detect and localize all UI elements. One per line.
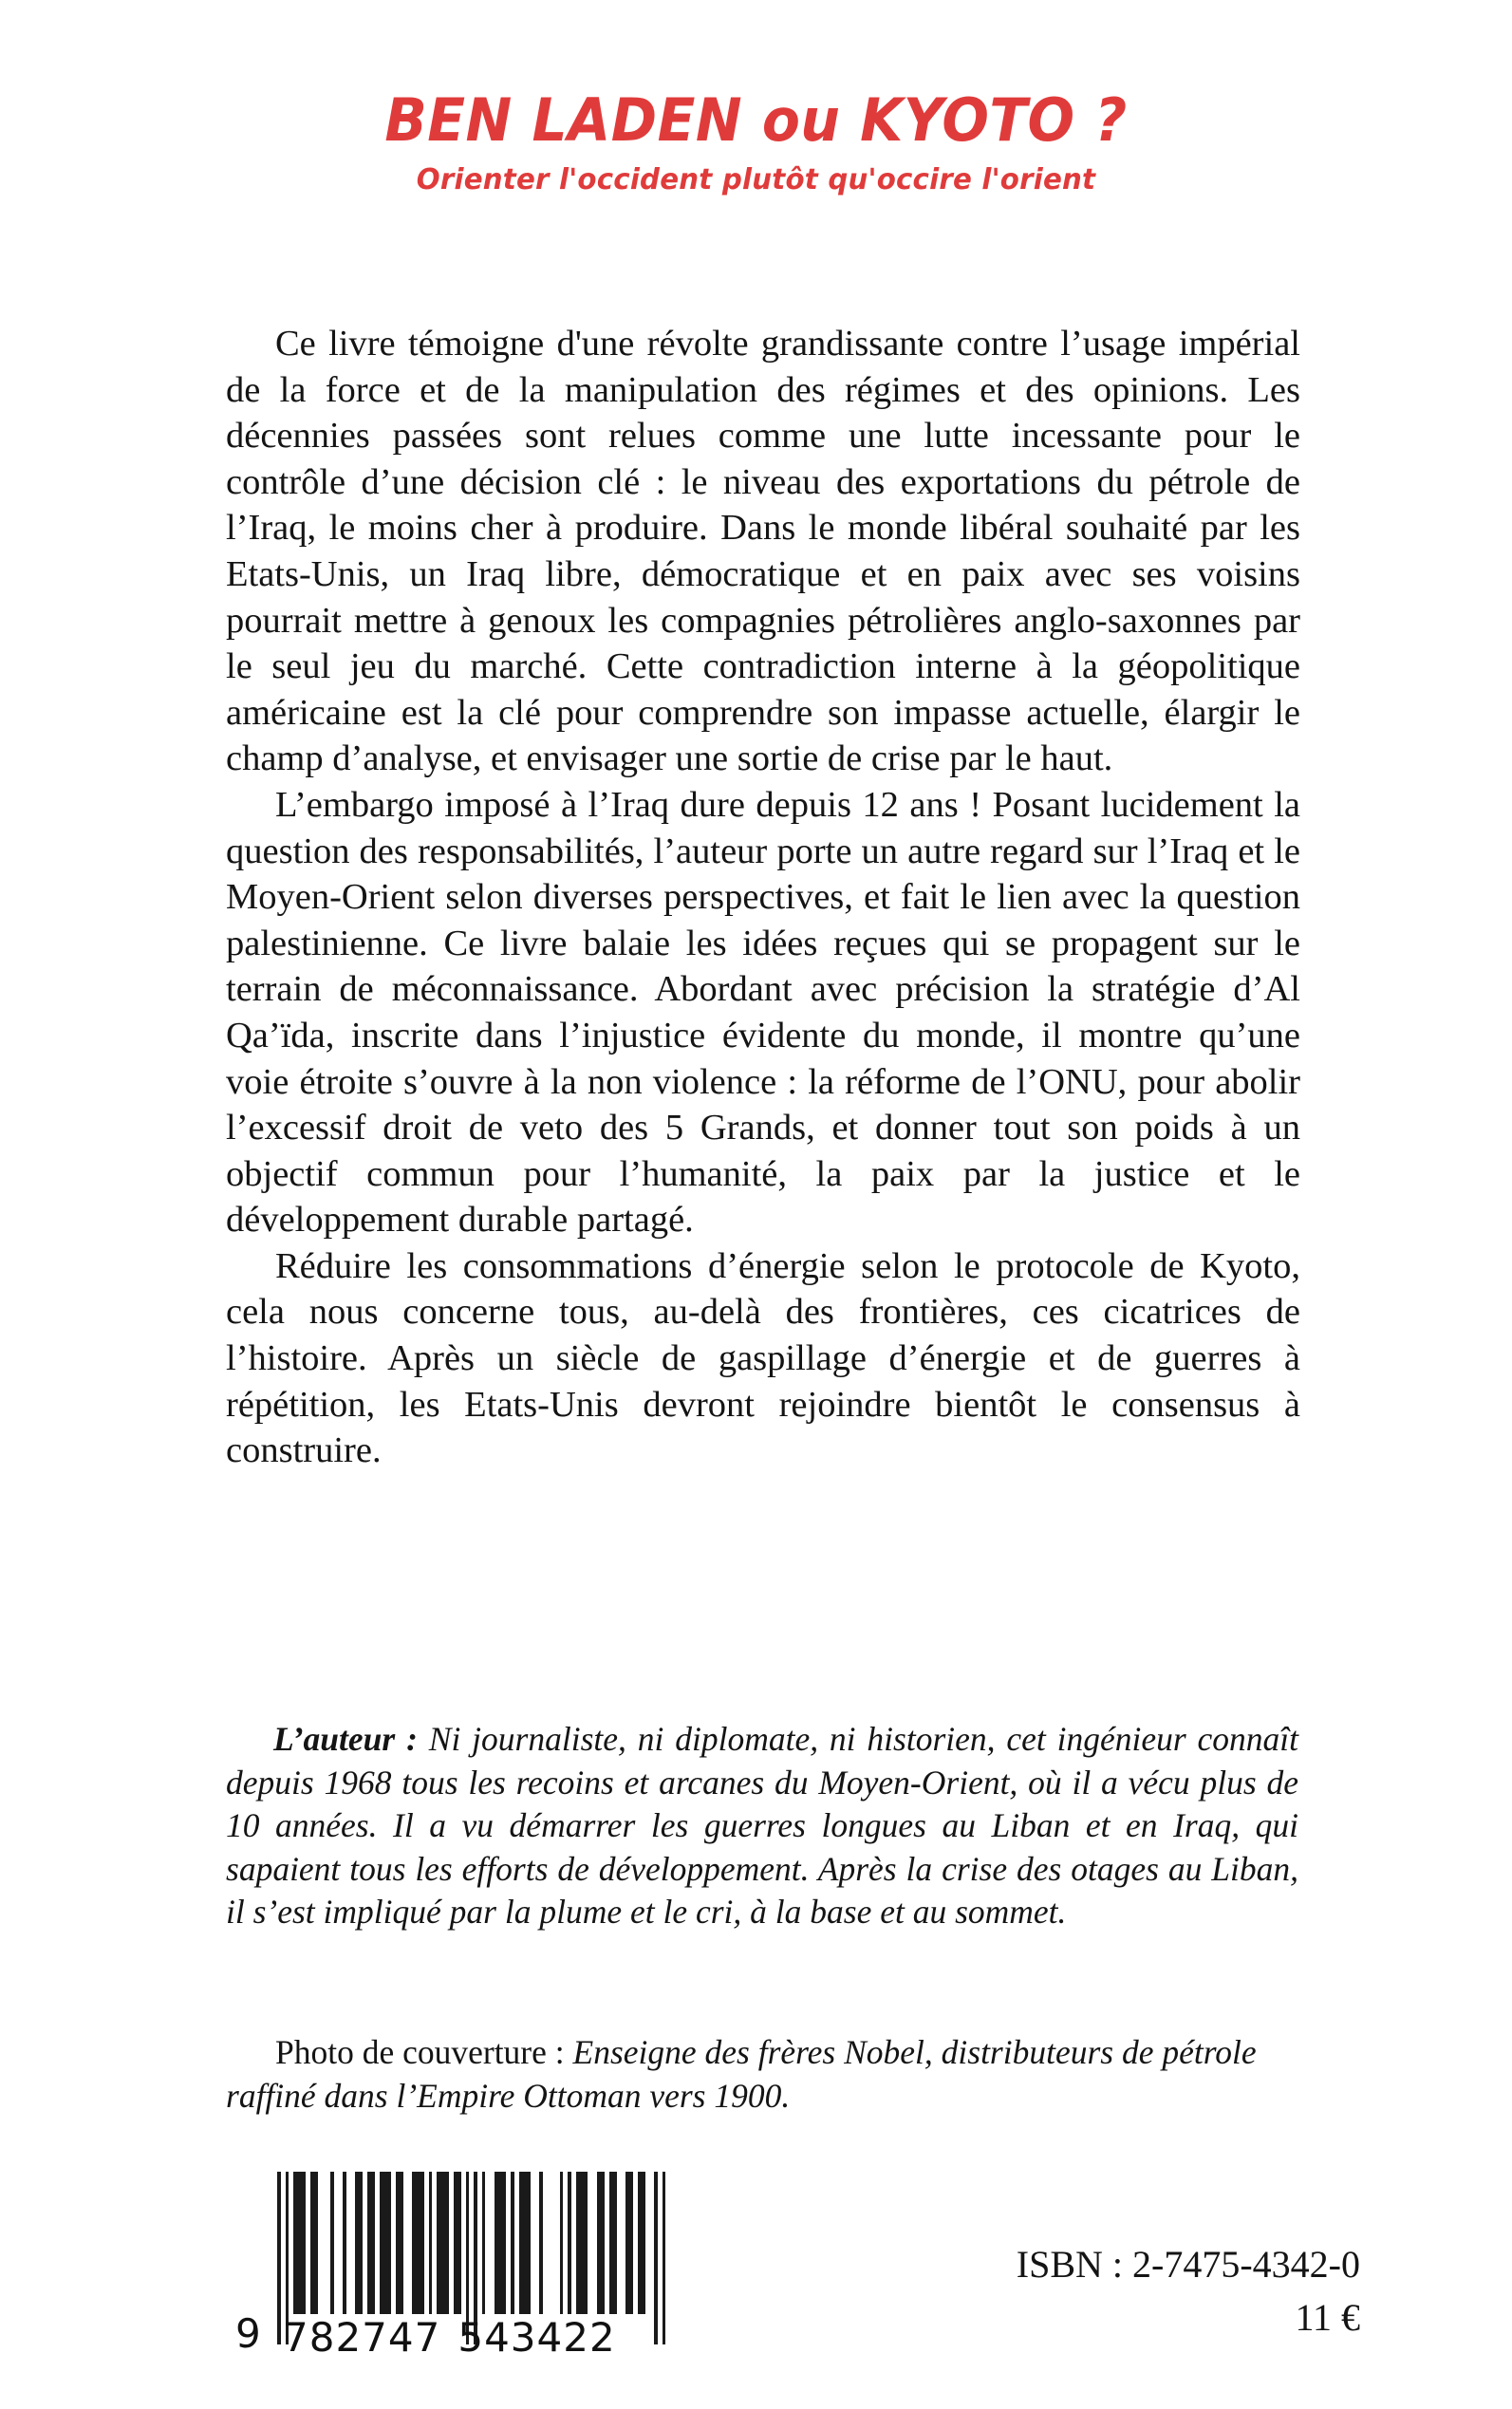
photo-credit-caption: Enseigne des frères Nobel, distributeurs de pétrole raffiné dans l’Empire Ottoman vers 1900.: [226, 2033, 1257, 2115]
barcode-lead-digit: 9: [235, 2310, 261, 2357]
blurb-paragraph-2: L’embargo imposé à l’Iraq dure depuis 12 ans ! Posant lucidement la question des responsabilités, l’auteur porte un autre regard sur l’Iraq et le Moyen-Orient selon diverses perspectives, et fait le lien avec la question palestinienne. Ce livre balaie les idées reçues qui se propagent sur le terrain de méconnaissance. Abordant avec précision la stratégie d’Al Qa’ïda, inscrite dans l’injustice évidente du monde, il montre qu’une voie étroite s’ouvre à la non violence : la réforme de l’ONU, pour abolir l’excessif droit de veto des 5 Grands, et donner tout son poids à un objectif commun pour l’humanité, la paix par la justice et le développement durable partagé.: [226, 784, 1300, 1241]
barcode-group-right: 543422: [457, 2314, 616, 2361]
barcode: [228, 2172, 702, 2376]
author-note-text: Ni journaliste, ni diplomate, ni historien, cet ingénieur connaît depuis 1968 tous les recoins et arcanes du Moyen-Orient, où il a vécu plus de 10 années. Il a vu démarrer les guerres longues au Liban et en Iraq, qui sapaient tous les efforts de développement. Après la crise des otages au Liban, il s’est impliqué par la plume et le cri, à la base et au sommet.: [226, 1720, 1298, 1931]
photo-credit-label: Photo de couverture :: [275, 2033, 573, 2071]
isbn-block: [1017, 2238, 1360, 2344]
page-title: BEN LADEN ou KYOTO ?: [384, 85, 1128, 155]
barcode-digits: [283, 2314, 663, 2361]
author-note-label: L’auteur :: [273, 1720, 418, 1758]
price-value: 11 €: [1295, 2296, 1360, 2339]
photo-credit: [226, 2031, 1298, 2118]
blurb-text: [226, 321, 1300, 1520]
barcode-group-left: 782747: [283, 2314, 441, 2361]
page-subtitle: Orienter l'occident plutôt qu'occire l'orient: [416, 163, 1096, 196]
author-note: [226, 1718, 1298, 1934]
blurb-paragraph-1: Ce livre témoigne d'une révolte grandissante contre l’usage impérial de la force et de la manipulation des régimes et des opinions. Les décennies passées sont relues comme une lutte incessante pour le contrôle d’une décision clé : le niveau des exportations du pétrole de l’Iraq, le moins cher à produire. Dans le monde libéral souhaité par les Etats-Unis, un Iraq libre, démocratique et en paix avec ses voisins pourrait mettre à genoux les compagnies pétrolières anglo-saxonnes par le seul jeu du marché. Cette contradiction interne à la géopolitique américaine est la clé pour comprendre son impasse actuelle, élargir le champ d’analyse, et envisager une sortie de crise par le haut.: [226, 324, 1300, 779]
blurb-paragraph-3: Réduire les consommations d’énergie selon le protocole de Kyoto, cela nous concerne tous, au-delà des frontières, ces cicatrices de l’histoire. Après un siècle de gaspillage d’énergie et de guerres à répétition, les Etats-Unis devront rejoindre bientôt le consensus à construire.: [226, 1245, 1300, 1471]
title-block: [0, 85, 1512, 196]
isbn-value: ISBN : 2-7475-4342-0: [1016, 2243, 1360, 2286]
